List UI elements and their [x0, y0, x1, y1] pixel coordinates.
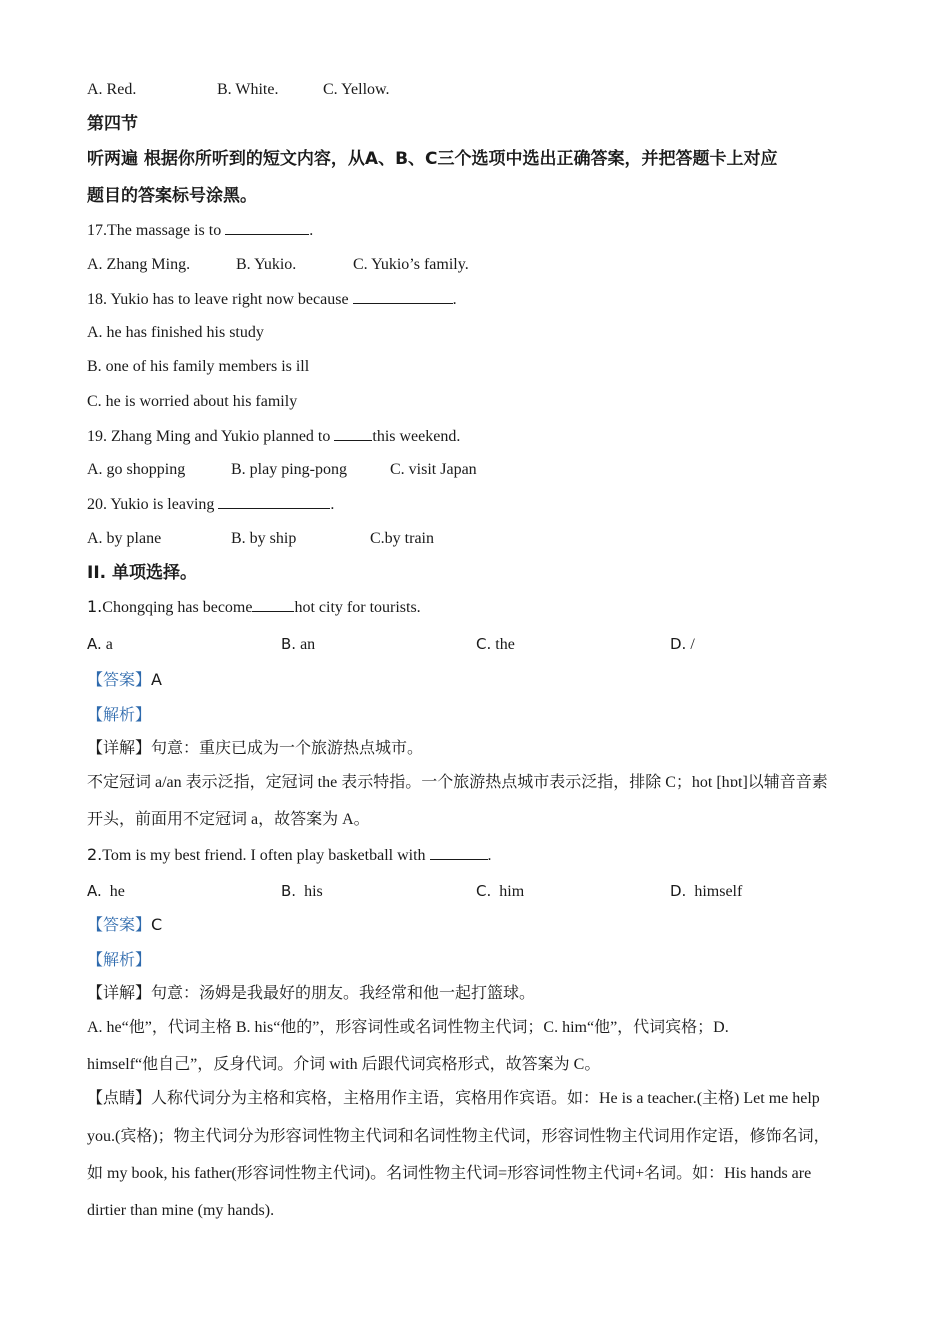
option-d: D. himself — [670, 882, 743, 900]
question-2-note-line2: you.(宾格)；物主代词分为形容词性物主代词和名词性物主代词，形容词性物主代词用作定语，修饰名词， — [87, 1128, 830, 1145]
question-17-stem — [87, 220, 313, 241]
question-text: 18. Yukio has to leave right now because — [87, 291, 349, 308]
question-text: 20. Yukio is leaving — [87, 496, 215, 513]
option-b: B. play ping-pong — [231, 461, 347, 478]
option-a: A. by plane — [87, 530, 162, 547]
question-18-stem — [87, 289, 457, 310]
question-end: . — [452, 291, 457, 308]
question-1-answer — [87, 670, 162, 691]
question-end: . — [487, 847, 492, 864]
question-20-stem — [87, 494, 334, 515]
option-b: B. his — [281, 882, 323, 900]
answer-value: A — [151, 670, 162, 689]
answer-value: C — [151, 915, 163, 934]
q16-option-a: A. Red. — [87, 81, 137, 98]
option-a: A. a — [87, 635, 113, 653]
question-2-explanation-line2: himself“他自己”，反身代词。介词 with 后跟代词宾格形式，故答案为 C。 — [87, 1056, 601, 1073]
question-text: 17.The massage is to — [87, 222, 222, 239]
question-18-option-c: C. he is worried about his family — [87, 393, 298, 410]
question-18-option-b: B. one of his family members is ill — [87, 358, 310, 375]
option-c: C. him — [476, 882, 525, 900]
question-text: Tom is my best friend. I often play basketball with — [102, 847, 426, 864]
question-tail: this weekend. — [372, 428, 461, 445]
question-text: Chongqing has become — [102, 599, 253, 616]
question-end: . — [330, 496, 335, 513]
answer-blank — [218, 494, 330, 509]
question-1-analysis-tag: 【解析】 — [87, 707, 152, 724]
question-tail: hot city for tourists. — [294, 599, 421, 616]
answer-blank — [252, 597, 294, 612]
q16-option-b: B. White. — [217, 81, 279, 98]
question-19-stem — [87, 426, 460, 447]
question-end: . — [309, 222, 314, 239]
answer-blank — [225, 220, 309, 235]
option-c: C. visit Japan — [390, 461, 477, 478]
option-c: C. Yukio’s family. — [353, 256, 469, 273]
question-1-explanation-line2: 开头，前面用不定冠词 a，故答案为 A。 — [87, 811, 370, 828]
question-number: 1. — [87, 597, 103, 616]
question-2-stem — [87, 845, 492, 866]
question-2-note-line3: 如 my book, his father(形容词性物主代词)。名词性物主代词=形容词性物主代词+名词。如：His hands are — [87, 1165, 812, 1182]
question-2-note-line1: 【点睛】人称代词分为主格和宾格，主格用作主语，宾格用作宾语。如：He is a teacher.(主格) Let me help — [87, 1090, 820, 1107]
option-a: A. Zhang Ming. — [87, 256, 191, 273]
option-c: C.by train — [370, 530, 434, 547]
question-1-detail: 【详解】句意：重庆已成为一个旅游热点城市。 — [87, 740, 424, 757]
section-title: 第四节 — [87, 114, 138, 134]
question-18-option-a: A. he has finished his study — [87, 324, 264, 341]
part2-title: II. 单项选择。 — [87, 563, 198, 583]
option-b: B. an — [281, 635, 316, 653]
section-instruction-line2: 题目的答案标号涂黑。 — [87, 186, 257, 206]
option-b: B. by ship — [231, 530, 297, 547]
section-instruction-line1: 听两遍 根据你所听到的短文内容，从A、B、C三个选项中选出正确答案，并把答题卡上对应 — [87, 149, 778, 169]
option-c: C. the — [476, 635, 515, 653]
question-1-stem — [87, 597, 421, 618]
option-a: A. go shopping — [87, 461, 186, 478]
option-a: A. he — [87, 882, 125, 900]
question-2-explanation-line1: A. he“他”，代词主格 B. his“他的”，形容词性或名词性物主代词；C. him“他”，代词宾格；D. — [87, 1019, 729, 1036]
question-2-detail: 【详解】句意：汤姆是我最好的朋友。我经常和他一起打篮球。 — [87, 985, 536, 1002]
question-number: 2. — [87, 845, 103, 864]
question-text: 19. Zhang Ming and Yukio planned to — [87, 428, 331, 445]
question-2-answer — [87, 915, 162, 936]
option-d: D. / — [670, 635, 695, 653]
answer-tag: 【答案】 — [87, 672, 152, 689]
option-b: B. Yukio. — [236, 256, 297, 273]
question-2-analysis-tag: 【解析】 — [87, 952, 152, 969]
answer-tag: 【答案】 — [87, 917, 152, 934]
question-1-explanation-line1: 不定冠词 a/an 表示泛指，定冠词 the 表示特指。一个旅游热点城市表示泛指，排除 C；hot [hɒt]以辅音音素 — [87, 774, 828, 791]
answer-blank — [353, 289, 453, 304]
answer-blank — [430, 845, 488, 860]
question-2-note-line4: dirtier than mine (my hands). — [87, 1202, 275, 1219]
answer-blank — [334, 426, 372, 441]
q16-option-c: C. Yellow. — [323, 81, 390, 98]
